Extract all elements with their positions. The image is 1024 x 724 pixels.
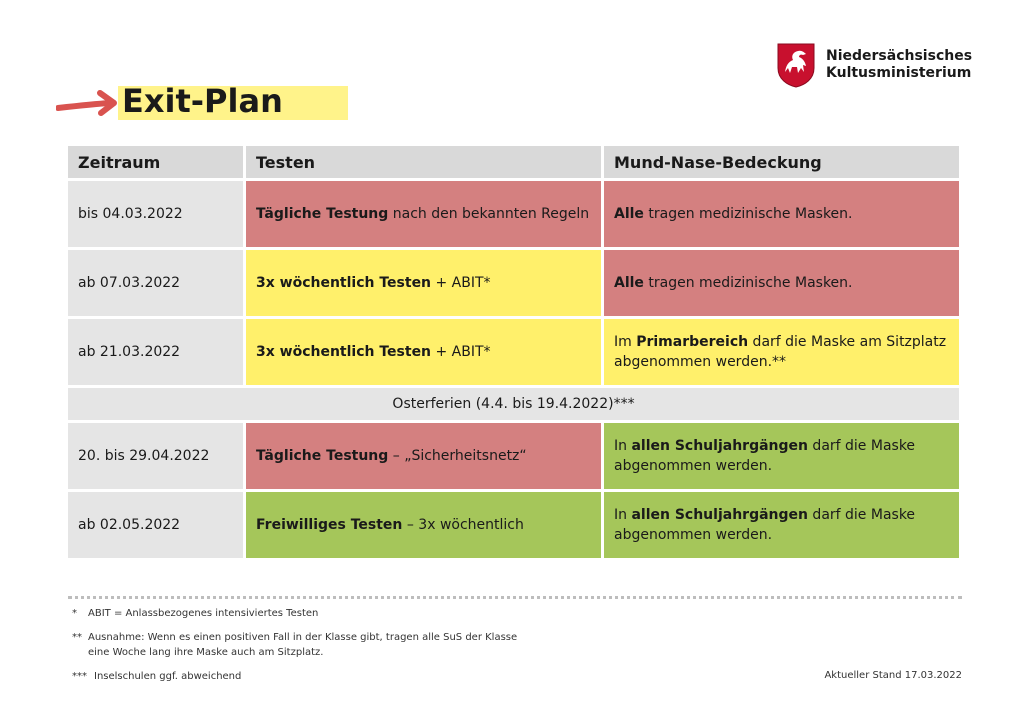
logo-line-1: Niedersächsisches [826,48,973,64]
table-row [68,250,959,316]
testing-text: – 3x wöchentlich [402,517,524,533]
table-row [68,492,959,558]
footnote-text-cont: eine Woche lang ihre Maske auch am Sitzplatz. [88,647,324,658]
current-status-date: Aktueller Stand 17.03.2022 [824,670,962,681]
row-date: bis 04.03.2022 [68,181,243,247]
testing-bold: Freiwilliges Testen [256,517,403,533]
mask-prefix: Im [614,334,637,350]
mask-text: tragen medizinische Masken. [643,206,853,222]
mask-prefix: In [614,438,632,454]
mask-text: darf die Maske am Sitzplatz abgenommen werden.** [614,334,947,370]
testing-bold: Tägliche Testung [256,448,389,464]
row-date: ab 21.03.2022 [68,319,243,385]
mask-text: darf die Maske abgenommen werden. [614,507,916,543]
row-testing [246,423,601,489]
mask-text: darf die Maske abgenommen werden. [614,438,916,474]
footnote-mark: *** [72,671,87,682]
row-testing [246,181,601,247]
horse-crest-icon [776,42,816,88]
row-testing [246,492,601,558]
ministry-logo [776,42,972,88]
row-mask [604,319,959,385]
mask-prefix: In [614,507,632,523]
testing-bold: 3x wöchentlich Testen [256,275,432,291]
row-mask [604,492,959,558]
exit-plan-table [65,143,962,561]
row-mask [604,181,959,247]
dotted-divider [68,596,962,599]
mask-bold: Alle [614,275,644,291]
footnote-text: Ausnahme: Wenn es einen positiven Fall in der Klasse gibt, tragen alle SuS der Klasse [88,632,518,643]
table-row [68,319,959,385]
footnote-mark: * [72,608,77,619]
testing-text: + ABIT* [431,344,491,360]
footnote-text: ABIT = Anlassbezogenes intensiviertes Testen [88,608,319,619]
header-mund-nase-bedeckung: Mund-Nase-Bedeckung [604,146,959,178]
table-header-row [68,146,959,178]
testing-text: – „Sicherheitsnetz“ [388,448,527,464]
table-row [68,181,959,247]
row-date: ab 07.03.2022 [68,250,243,316]
header-zeitraum: Zeitraum [68,146,243,178]
footnote-mark: ** [72,632,82,643]
row-mask [604,423,959,489]
mask-bold: allen Schuljahrgängen [631,507,808,523]
mask-bold: Alle [614,206,644,222]
row-testing [246,250,601,316]
header-testen: Testen [246,146,601,178]
testing-text: + ABIT* [431,275,491,291]
testing-bold: Tägliche Testung [256,206,389,222]
mask-bold: Primarbereich [636,334,749,350]
row-date: ab 02.05.2022 [68,492,243,558]
footnote-3 [72,669,241,684]
testing-bold: 3x wöchentlich Testen [256,344,432,360]
mask-text: tragen medizinische Masken. [643,275,853,291]
easter-break: Osterferien (4.4. bis 19.4.2022)*** [68,388,959,420]
mask-bold: allen Schuljahrgängen [631,438,808,454]
table-row [68,423,959,489]
arrow-right-icon [56,88,126,118]
footnote-1 [72,606,318,621]
testing-text: nach den bekannten Regeln [388,206,590,222]
row-testing [246,319,601,385]
footnote-text: Inselschulen ggf. abweichend [94,671,242,682]
logo-line-2: Kultusministerium [826,65,972,81]
row-mask [604,250,959,316]
footnote-2 [72,630,517,660]
table-row-break [68,388,959,420]
row-date: 20. bis 29.04.2022 [68,423,243,489]
page-title: Exit-Plan [122,82,283,120]
